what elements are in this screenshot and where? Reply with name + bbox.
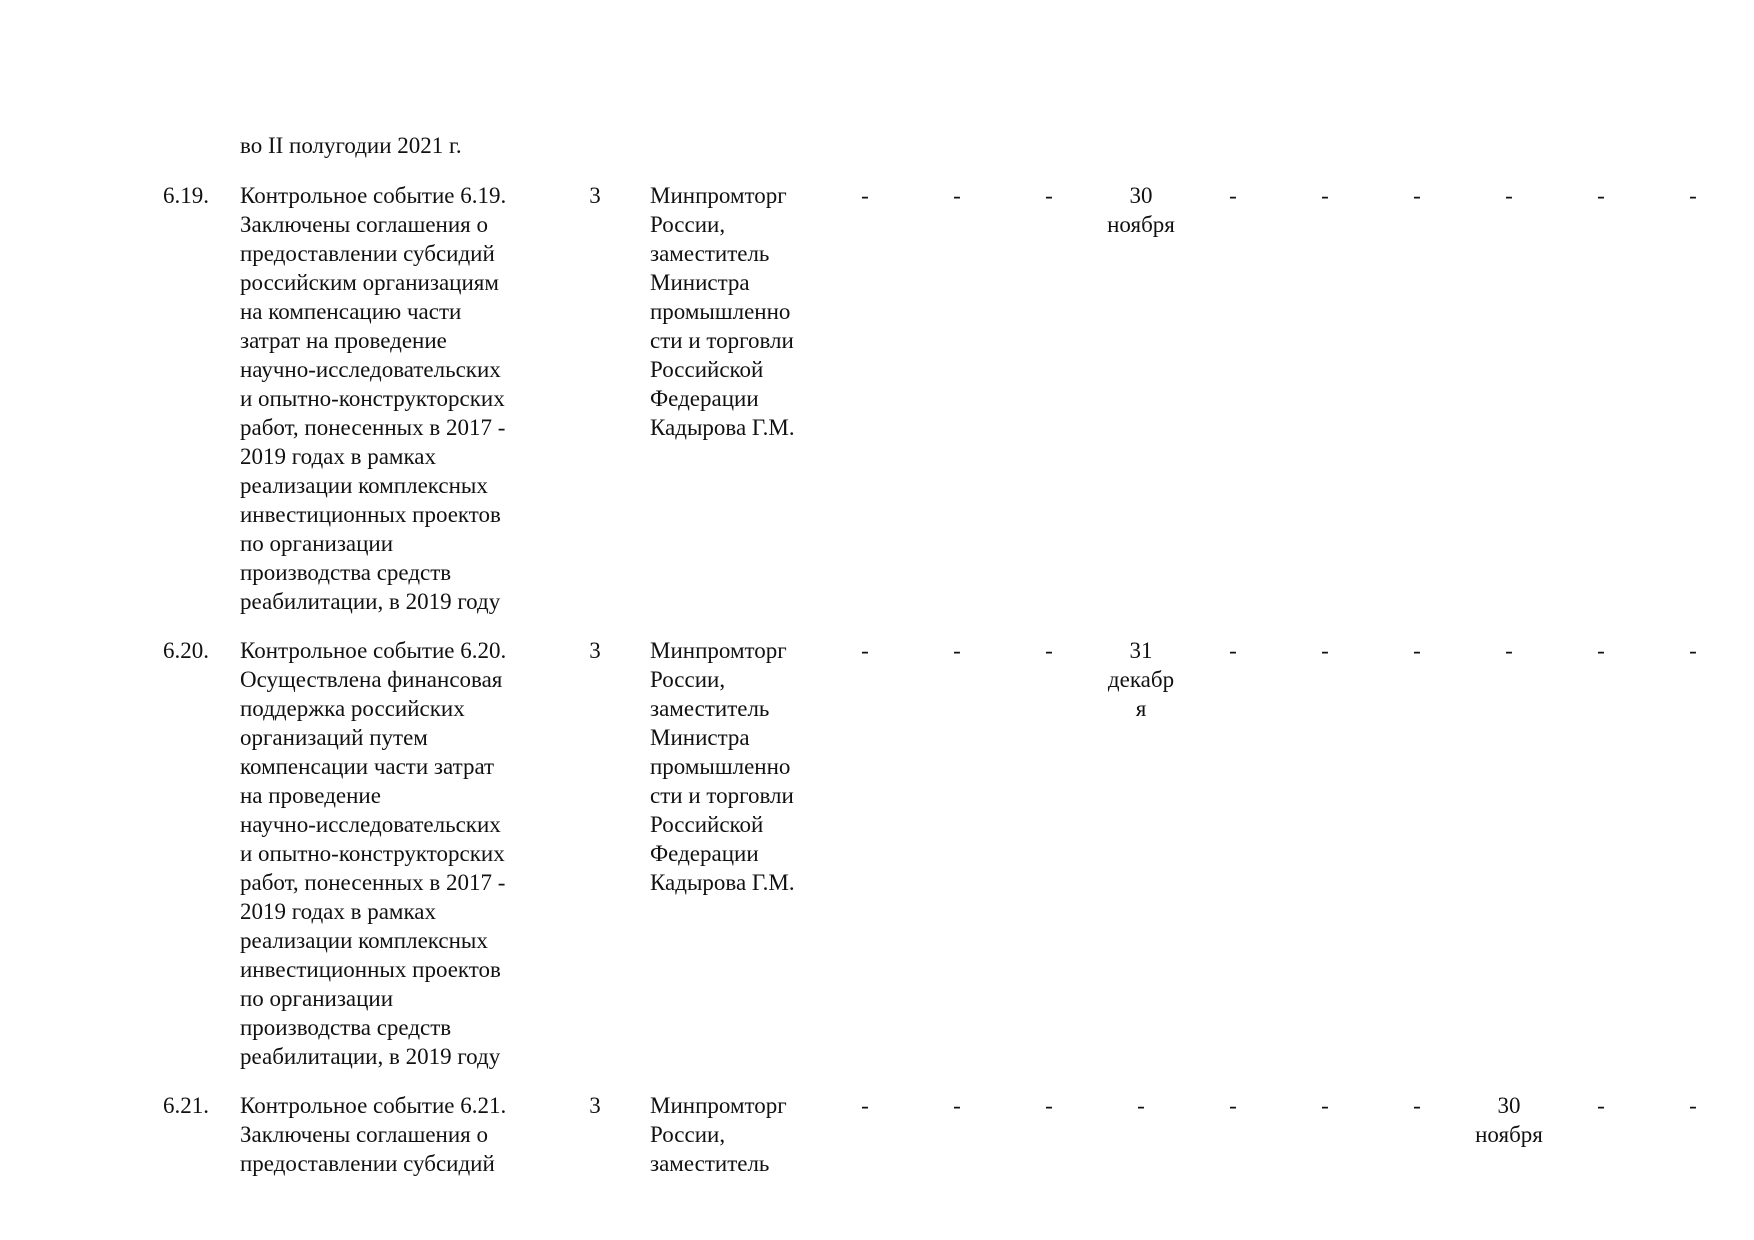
row-cell: - — [1413, 638, 1421, 663]
row-cell: 30 ноября — [1475, 1093, 1543, 1147]
row-code: 3 — [589, 638, 601, 663]
row-cell: - — [1597, 1093, 1605, 1118]
row-cell: - — [1689, 638, 1697, 663]
row-cell: - — [1045, 183, 1053, 208]
row-cell: 30 ноября — [1107, 183, 1175, 237]
row-cell: - — [861, 183, 869, 208]
row-cell: - — [1321, 1093, 1329, 1118]
row-code: 3 — [589, 1093, 601, 1118]
row-responsible: Минпромторг России, заместитель — [650, 1093, 787, 1176]
row-code: 3 — [589, 183, 601, 208]
row-cell: - — [1689, 1093, 1697, 1118]
row-cell: - — [1597, 183, 1605, 208]
row-cell: - — [1229, 1093, 1237, 1118]
row-number: 6.21. — [163, 1093, 209, 1118]
row-cell: - — [1229, 183, 1237, 208]
continuation-text: во II полугодии 2021 г. — [240, 133, 462, 158]
row-cell: - — [1321, 638, 1329, 663]
row-responsible: Минпромторг России, заместитель Министра промышленно сти и торговли Российской Федерации Кадырова Г.М. — [650, 638, 795, 895]
row-cell: - — [861, 1093, 869, 1118]
row-cell: - — [1229, 638, 1237, 663]
row-number: 6.19. — [163, 183, 209, 208]
row-cell: - — [1321, 183, 1329, 208]
row-description: Контрольное событие 6.19. Заключены соглашения о предоставлении субсидий российским организациям на компенсацию части затрат на проведение научно-исследовательских и опытно-конструкторских работ, понесенных в 2017 - 2019 годах в рамках реализации комплексных инвестиционных проектов по организации производства средств реабилитации, в 2019 году — [240, 183, 507, 614]
row-description: Контрольное событие 6.21. Заключены соглашения о предоставлении субсидий — [240, 1093, 507, 1176]
row-cell: - — [1689, 183, 1697, 208]
row-cell: - — [953, 638, 961, 663]
row-cell: - — [861, 638, 869, 663]
row-cell: - — [1413, 183, 1421, 208]
row-cell: - — [1045, 638, 1053, 663]
row-cell: - — [1045, 1093, 1053, 1118]
row-cell: - — [953, 183, 961, 208]
row-responsible: Минпромторг России, заместитель Министра промышленно сти и торговли Российской Федерации Кадырова Г.М. — [650, 183, 795, 440]
row-cell: - — [1597, 638, 1605, 663]
row-cell: 31 декабр я — [1107, 638, 1175, 721]
row-cell: - — [1505, 638, 1513, 663]
row-cell: - — [1413, 1093, 1421, 1118]
row-number: 6.20. — [163, 638, 209, 663]
row-cell: - — [1505, 183, 1513, 208]
row-description: Контрольное событие 6.20. Осуществлена финансовая поддержка российских организаций путем компенсации части затрат на проведение научно-исследовательских и опытно-конструкторских работ, понесенных в 2017 - 2019 годах в рамках реализации комплексных инвестиционных проектов по организации производства средств реабилитации, в 2019 году — [240, 638, 507, 1069]
row-cell: - — [1137, 1093, 1145, 1118]
row-cell: - — [953, 1093, 961, 1118]
